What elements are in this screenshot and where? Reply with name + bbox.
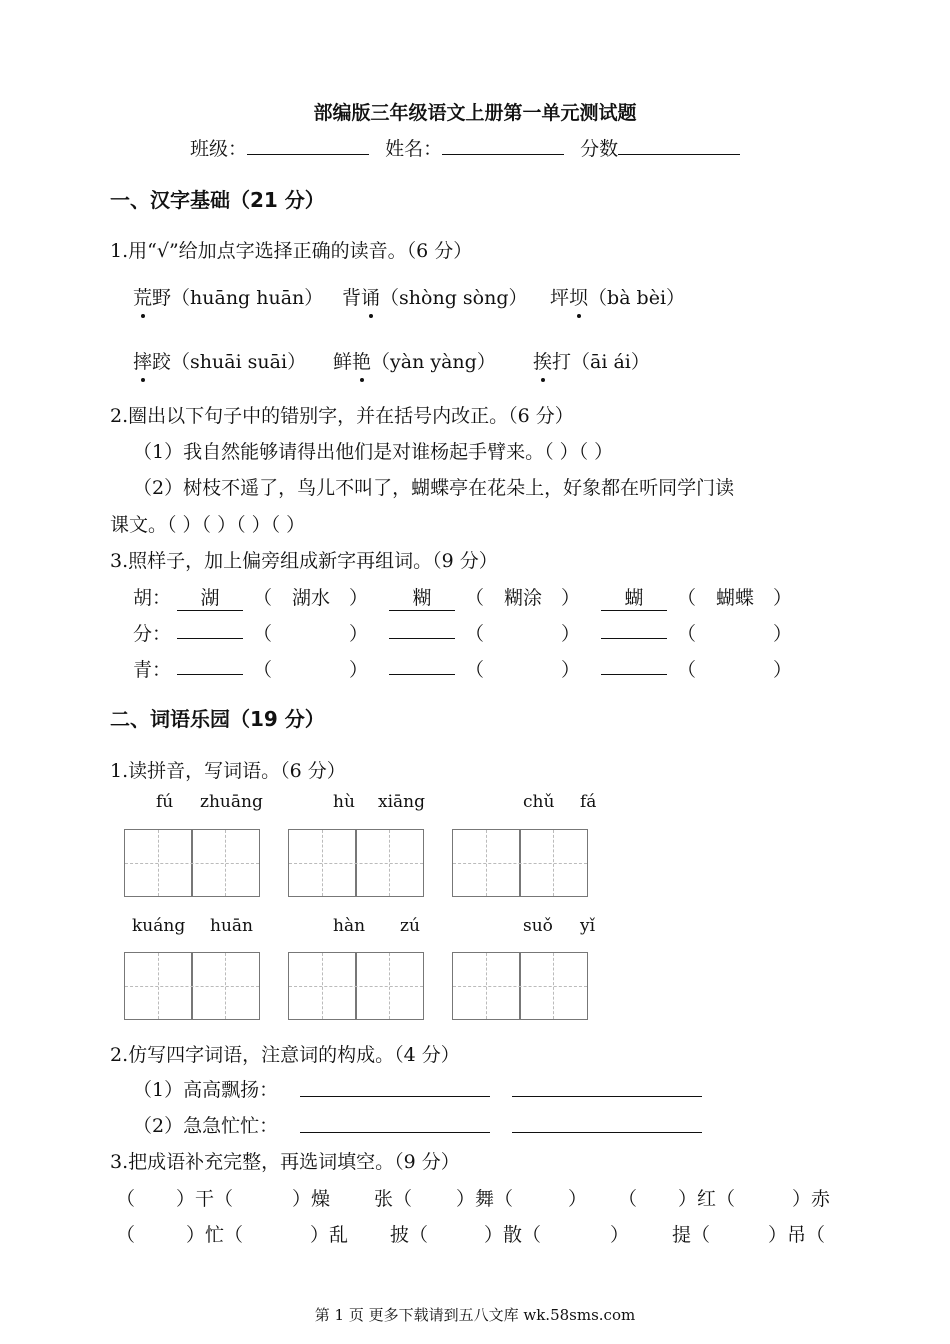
page-title: 部编版三年级语文上册第一单元测试题 [313, 102, 637, 124]
paren-open: （ [677, 623, 697, 645]
paren-open: （ [253, 623, 273, 645]
writing-grid[interactable] [124, 952, 260, 1020]
question-prompt: 3.照样子，加上偏旁组成新字再组词。（9 分） [110, 550, 498, 572]
pinyin-choice [550, 283, 685, 310]
example-word: 糊涂 [503, 587, 542, 609]
idiom-part[interactable]: ）赤 [792, 1188, 831, 1210]
page-footer: 第 1 页 更多下载请到五八文库 wk.58sms.com [314, 1306, 636, 1324]
idiom-part[interactable]: ）忙（ [186, 1224, 244, 1246]
name-field[interactable] [442, 136, 564, 155]
question-prompt: 2.圈出以下句子中的错别字，并在括号内改正。（6 分） [110, 405, 574, 427]
score-label: 分数 [580, 138, 619, 160]
idiom-part[interactable]: ）散（ [484, 1224, 542, 1246]
example-char: 湖 [177, 583, 243, 611]
paren-close: ） [773, 623, 793, 645]
answer-line[interactable] [300, 1096, 490, 1097]
idiom-part[interactable]: 披（ [390, 1224, 429, 1246]
idiom-part: （ [618, 1188, 638, 1210]
paren-open: （ [253, 659, 273, 681]
dotted-char: 挨 [533, 347, 552, 374]
paren-open: （ [677, 659, 697, 681]
char-blank[interactable] [177, 638, 243, 639]
dotted-char: 坝 [569, 283, 588, 310]
pinyin-syllable: fú [156, 792, 174, 812]
pinyin-options[interactable]: （bà bèi） [588, 287, 686, 309]
pinyin-options[interactable]: 打（āi ái） [552, 351, 650, 373]
paren-close: ） [773, 659, 793, 681]
row-label: 青： [133, 659, 172, 681]
class-label: 班级： [190, 138, 248, 160]
idiom-part[interactable]: ）舞（ [456, 1188, 514, 1210]
sentence-line[interactable]: 课文。（ ）（ ）（ ）（ ） [110, 514, 306, 536]
paren-close: ） [561, 659, 581, 681]
question-prompt: 3.把成语补充完整，再选词填空。（9 分） [110, 1151, 460, 1173]
pinyin-syllable: suǒ [523, 916, 553, 936]
plain-char: 鲜 [333, 351, 353, 373]
idiom-part: ） [610, 1224, 630, 1246]
question-prompt: 1.读拼音，写词语。（6 分） [110, 760, 346, 782]
writing-grid[interactable] [288, 952, 424, 1020]
idiom-part[interactable]: ）吊（ [768, 1224, 826, 1246]
pinyin-syllable: xiāng [378, 792, 425, 812]
class-field[interactable] [247, 136, 369, 155]
sentence-line[interactable]: （2）树枝不遥了，鸟儿不叫了，蝴蝶亭在花朵上，好象都在听同学门读 [133, 477, 735, 499]
pinyin-syllable: zú [400, 916, 420, 936]
pinyin-options[interactable]: 跤（shuāi suāi） [152, 351, 307, 373]
pinyin-syllable: kuáng [132, 916, 186, 936]
paren-close: ） [561, 623, 581, 645]
writing-grid[interactable] [288, 829, 424, 897]
section-heading: 二、词语乐园（19 分） [110, 707, 325, 731]
paren-close: ） [349, 659, 369, 681]
paren-close: ） [349, 623, 369, 645]
paren-open: （ [465, 659, 485, 681]
imitation-label: （2）急急忙忙： [133, 1115, 279, 1137]
student-info [190, 134, 740, 161]
score-field[interactable] [618, 136, 740, 155]
pinyin-options[interactable]: 野（huāng huān） [152, 287, 324, 309]
pinyin-options[interactable]: （shòng sòng） [380, 287, 528, 309]
paren-close: ） [773, 587, 793, 609]
paren-open: （ [465, 587, 485, 609]
pinyin-syllable: zhuāng [200, 792, 263, 812]
pinyin-syllable: fá [580, 792, 597, 812]
plain-char: 坪 [550, 287, 570, 309]
paren-open: （ [677, 587, 697, 609]
idiom-part[interactable]: 张（ [374, 1188, 413, 1210]
example-word: 蝴蝶 [715, 587, 754, 609]
writing-grid[interactable] [452, 952, 588, 1020]
dotted-char: 荒 [133, 283, 152, 310]
idiom-part[interactable]: ）干（ [176, 1188, 234, 1210]
example-char: 蝴 [601, 583, 667, 611]
char-blank[interactable] [601, 638, 667, 639]
imitation-label: （1）高高飘扬： [133, 1079, 279, 1101]
answer-line[interactable] [300, 1132, 490, 1133]
idiom-part[interactable]: ）乱 [310, 1224, 349, 1246]
paren-close: ） [349, 587, 369, 609]
idiom-part[interactable]: ）红（ [678, 1188, 736, 1210]
section-heading: 一、汉字基础（21 分） [110, 188, 325, 212]
pinyin-syllable: chǔ [523, 792, 555, 812]
row-label: 胡： [133, 587, 172, 609]
pinyin-choice [342, 283, 528, 310]
pinyin-options[interactable]: （yàn yàng） [371, 351, 496, 373]
pinyin-syllable: yǐ [580, 916, 596, 936]
example-word: 湖水 [291, 587, 330, 609]
idiom-part: （ [116, 1188, 136, 1210]
dotted-char: 摔 [133, 347, 152, 374]
question-prompt: 2.仿写四字词语，注意词的构成。（4 分） [110, 1044, 460, 1066]
question-prompt: 1.用“√”给加点字选择正确的读音。（6 分） [110, 240, 473, 262]
plain-char: 背 [342, 287, 362, 309]
pinyin-choice [533, 347, 650, 374]
paren-open: （ [253, 587, 273, 609]
char-blank[interactable] [389, 674, 455, 675]
pinyin-choice [133, 347, 306, 374]
pinyin-choice [333, 347, 496, 374]
name-label: 姓名： [385, 138, 443, 160]
pinyin-choice [133, 283, 323, 310]
paren-open: （ [465, 623, 485, 645]
row-label: 分： [133, 623, 172, 645]
answer-line[interactable] [512, 1132, 702, 1133]
idiom-part: （ [116, 1224, 136, 1246]
idiom-part[interactable]: ）燥 [292, 1188, 331, 1210]
char-blank[interactable] [601, 674, 667, 675]
answer-line[interactable] [512, 1096, 702, 1097]
idiom-part[interactable]: 提（ [672, 1224, 711, 1246]
paren-close: ） [561, 587, 581, 609]
idiom-part: ） [568, 1188, 588, 1210]
char-blank[interactable] [389, 638, 455, 639]
pinyin-syllable: hàn [333, 916, 366, 936]
char-blank[interactable] [177, 674, 243, 675]
dotted-char: 诵 [361, 283, 380, 310]
example-char: 糊 [389, 583, 455, 611]
pinyin-syllable: huān [210, 916, 253, 936]
writing-grid[interactable] [124, 829, 260, 897]
pinyin-syllable: hù [333, 792, 355, 812]
sentence-line[interactable]: （1）我自然能够请得出他们是对谁杨起手臂来。（ ）（ ） [133, 441, 614, 463]
writing-grid[interactable] [452, 829, 588, 897]
dotted-char: 艳 [352, 347, 371, 374]
